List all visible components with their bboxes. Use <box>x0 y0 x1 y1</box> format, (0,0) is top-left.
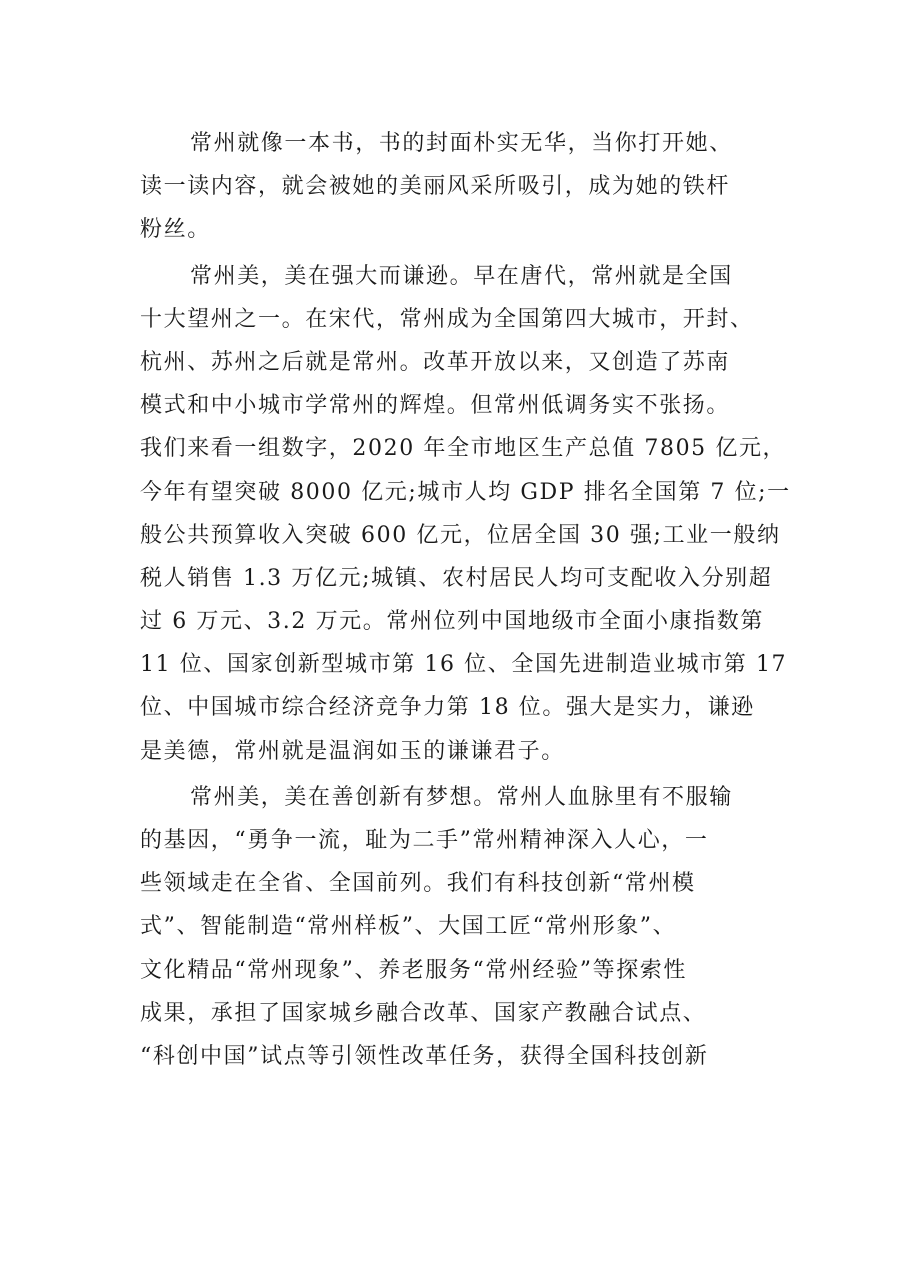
paragraph-3-line-5: 文化精品“常州现象”、养老服务“常州经验”等探索性 <box>140 957 687 983</box>
paragraph-3-line-6: 成果，承担了国家城乡融合改革、国家产教融合试点、 <box>140 1000 707 1026</box>
paragraph-2-line-10: 11 位、国家创新型城市第 16 位、全国先进制造业城市第 17 <box>140 652 788 678</box>
paragraph-3-line-7: “科创中国”试点等引领性改革任务，获得全国科技创新 <box>140 1043 709 1069</box>
document-body <box>140 122 791 1078</box>
paragraph-1-line-3: 粉丝。 <box>140 217 211 243</box>
paragraph-2-line-5: 我们来看一组数字，2020 年全市地区生产总值 7805 亿元， <box>140 436 787 462</box>
paragraph-2-line-3: 杭州、苏州之后就是常州。改革开放以来，又创造了苏南 <box>140 349 731 375</box>
paragraph-2-line-12: 是美德，常州就是温润如玉的谦谦君子。 <box>140 738 565 764</box>
paragraph-2-line-9: 过 6 万元、3.2 万元。常州位列中国地级市全面小康指数第 <box>140 609 764 635</box>
paragraph-2-line-11: 位、中国城市综合经济竞争力第 18 位。强大是实力，谦逊 <box>140 695 755 721</box>
paragraph-3-line-2: 的基因，“勇争一流，耻为二手”常州精神深入人心，一 <box>140 828 709 853</box>
paragraph-1-line-2: 读一读内容，就会被她的美丽风采所吸引，成为她的铁杆 <box>140 174 731 200</box>
paragraph-2-line-6: 今年有望突破 8000 亿元;城市人均 GDP 排名全国第 7 位;一 <box>140 479 791 505</box>
paragraph-2-line-4: 模式和中小城市学常州的辉煌。但常州低调务实不张扬。 <box>140 393 731 419</box>
paragraph-2-line-7: 般公共预算收入突破 600 亿元，位居全国 30 强;工业一般纳 <box>140 522 781 548</box>
paragraph-3-line-4: 式”、智能制造“常州样板”、大国工匠“常州形象”、 <box>140 914 677 940</box>
paragraph-3-line-1: 常州美，美在善创新有梦想。常州人血脉里有不服输 <box>190 784 733 810</box>
paragraph-2-line-8: 税人销售 1.3 万亿元;城镇、农村居民人均可支配收入分别超 <box>140 565 773 591</box>
paragraph-1-line-1: 常州就像一本书，书的封面朴实无华，当你打开她、 <box>190 131 733 156</box>
paragraph-3-line-3: 些领域走在全省、全国前列。我们有科技创新“常州模 <box>140 871 696 897</box>
paragraph-2-line-2: 十大望州之一。在宋代，常州成为全国第四大城市，开封、 <box>140 306 754 332</box>
paragraph-2-line-1: 常州美，美在强大而谦逊。早在唐代，常州就是全国 <box>190 263 733 289</box>
